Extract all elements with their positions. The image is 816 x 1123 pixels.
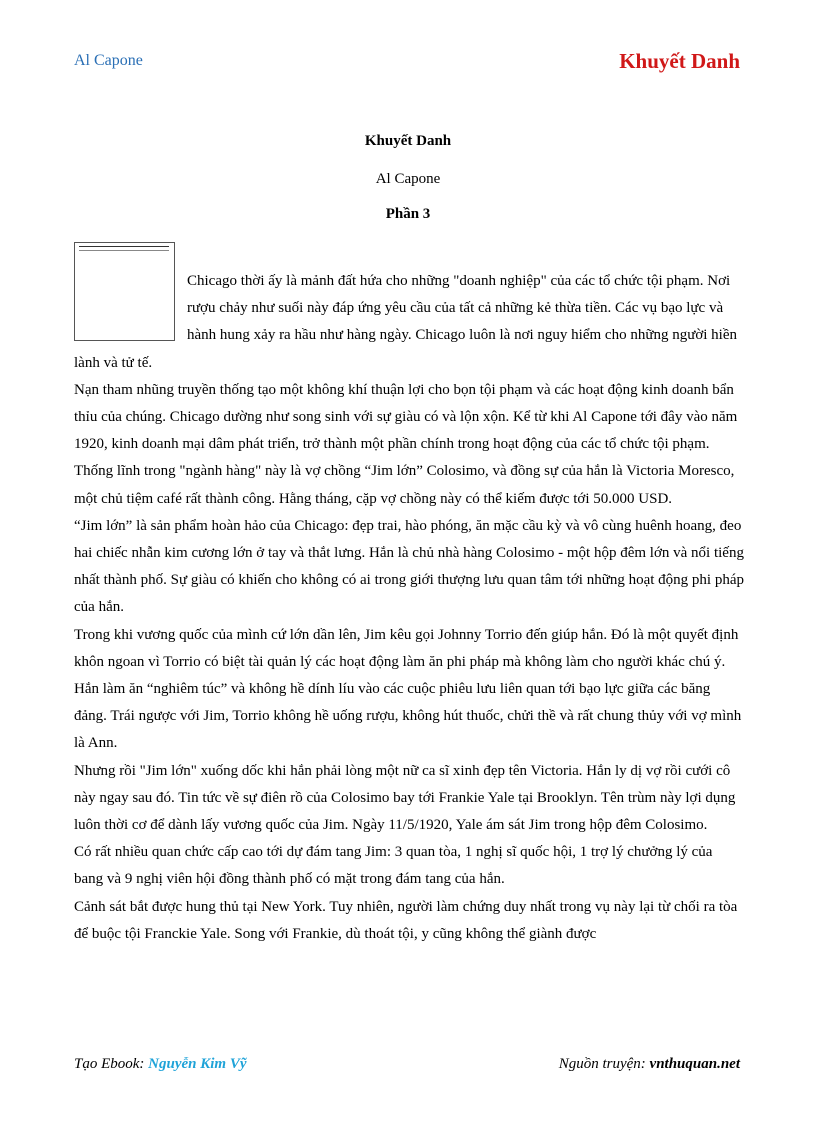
image-spacer xyxy=(74,268,187,349)
paragraph-5: Nhưng rồi "Jim lớn" xuống dốc khi hắn phải lòng một nữ ca sĩ xinh đẹp tên Victoria. Hắn ly dị vợ rồi cưới cô này ngay sau đó. Tin tức về sự điên rồ của Colosimo bay tới Frankie Yale tại Brooklyn. Tên trùm này lợi dụng luôn thời cơ để dành lấy vương quốc của Jim. Ngày 11/5/1920, Yale ám sát Jim trong hộp đêm Colosimo. xyxy=(74,762,736,834)
paragraph-3: “Jim lớn” là sản phẩm hoàn hảo của Chicago: đẹp trai, hào phóng, ăn mặc cầu kỳ và vô cùng huênh hoang, đeo hai chiếc nhẫn kim cương lớn ở tay và thắt lưng. Hắn là chủ nhà hàng Colosimo - một hộp đêm lớn và nổi tiếng nhất thành phố. Sự giàu có khiến cho không có ai trong giới thượng lưu quan tâm tới những hoạt động phi pháp của hắn. xyxy=(74,517,744,616)
footer-source-credit xyxy=(559,1056,740,1073)
paragraph-4: Trong khi vương quốc của mình cứ lớn dần lên, Jim kêu gọi Johnny Torrio đến giúp hắn. Đó là một quyết định khôn ngoan vì Torrio có biệt tài quản lý các hoạt động làm ăn phi pháp mà không làm cho người khác chú ý. Hắn làm ăn “nghiêm túc” và không hề dính líu vào các cuộc phiêu lưu liên quan tới bạo lực giữa các băng đảng. Trái ngược với Jim, Torrio không hề uống rượu, không hút thuốc, chửi thề và rất chung thủy với vợ mình là Ann. xyxy=(74,626,742,752)
footer-source-site: vnthuquan.net xyxy=(649,1056,740,1072)
title-part: Phần 3 xyxy=(385,206,431,222)
title-author: Khuyết Danh xyxy=(364,133,452,149)
header-book-title: Al Capone xyxy=(74,52,143,69)
paragraph-7: Cảnh sát bắt được hung thủ tại New York. Tuy nhiên, người làm chứng duy nhất trong vụ này lại từ chối ra tòa để buộc tội Franckie Yale. Song với Frankie, dù thoát tội, y cũng không thể giành được xyxy=(74,898,738,942)
title-book: Al Capone xyxy=(375,171,441,187)
footer-source-sep: : xyxy=(640,1056,650,1072)
footer-ebook-label: Tạo Ebook xyxy=(74,1056,140,1072)
footer-ebook-name: Nguyễn Kim Vỹ xyxy=(148,1056,247,1072)
body-text xyxy=(74,268,744,948)
footer-source-label: Nguồn truyện xyxy=(558,1056,641,1072)
paragraph-1: Chicago thời ấy là mảnh đất hứa cho những "doanh nghiệp" của các tổ chức tội phạm. Nơi rượu chảy như suối này đáp ứng yêu cầu của tất cả những kẻ thừa tiền. Các vụ bạo lực và hành hung xảy ra hầu như hàng ngày. Chicago luôn là nơi nguy hiểm cho những người hiền lành và tử tế. xyxy=(74,273,738,371)
footer-ebook-credit xyxy=(74,1056,247,1073)
image-strip xyxy=(79,246,169,251)
header-author: Khuyết Danh xyxy=(619,49,740,73)
footer-ebook-sep: : xyxy=(139,1056,149,1072)
paragraph-6: Có rất nhiều quan chức cấp cao tới dự đám tang Jim: 3 quan tòa, 1 nghị sĩ quốc hội, 1 trợ lý chưởng lý của bang và 9 nghị viên hội đồng thành phố có mặt trong đám tang của hắn. xyxy=(74,844,713,888)
paragraph-2: Nạn tham nhũng truyền thống tạo một không khí thuận lợi cho bọn tội phạm và các hoạt động kinh doanh bẩn thỉu của chúng. Chicago dường như song sinh với sự giàu có và lộn xộn. Kể từ khi Al Capone tới đây vào năm 1920, kinh doanh mại dâm phát triển, trở thành một phần chính trong hoạt động của các tổ chức tội phạm. Thống lĩnh trong "ngành hàng" này là vợ chồng “Jim lớn” Colosimo, và đồng sự của hắn là Victoria Moresco, một chủ tiệm café rất thành công. Hằng tháng, cặp vợ chồng này có thể kiếm được tới 50.000 USD. xyxy=(74,381,738,507)
